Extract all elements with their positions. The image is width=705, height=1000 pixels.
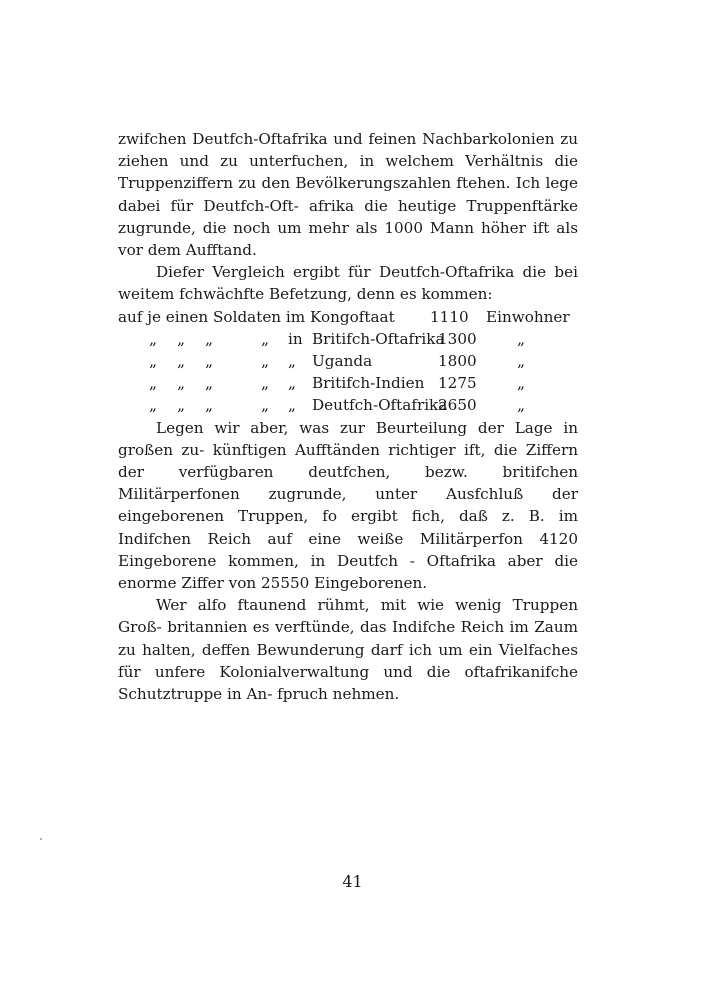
text-line: Kolonialverwaltung und die oftafrikanifche Schutztruppe in An- xyxy=(118,662,578,703)
text-line: zwifchen Deutfch-Oftafrika und feinen Nachbarkolonien zu ziehen xyxy=(118,130,578,171)
table-country: Britifch-Oftafrika xyxy=(312,329,445,348)
ditto-mark: „ xyxy=(205,329,213,348)
table-value: 1800 xyxy=(438,352,477,370)
text-line: und zu unterfuchen, in welchem Verhältnis die Truppenziffern zu xyxy=(118,152,579,193)
ditto-mark: „ xyxy=(517,329,525,348)
ditto-mark: „ xyxy=(261,374,269,393)
ditto-mark: „ xyxy=(149,396,157,415)
ditto-mark: „ xyxy=(177,352,185,370)
text-line: Diefer Vergleich ergibt für Deutfch-Oftafrika die bei weitem xyxy=(118,263,578,304)
paragraph-1 xyxy=(118,128,578,261)
table-prefix: in xyxy=(288,329,303,348)
table-prefix: „ xyxy=(288,374,296,393)
paragraph-4 xyxy=(118,594,578,705)
paragraph-2 xyxy=(118,261,578,305)
text-line: künftigen Aufftänden richtiger ift, die Ziffern der verfügbaren xyxy=(118,440,578,481)
ditto-mark: „ xyxy=(149,374,157,393)
table-row xyxy=(118,372,578,394)
table-value: 1110 xyxy=(430,307,469,326)
text-line: britannien es verftünde, das Indifche Reich im Zaum zu halten, xyxy=(118,618,578,659)
text-line: 25550 Eingeborenen. xyxy=(261,573,428,592)
ditto-mark: „ xyxy=(517,352,525,370)
ditto-mark: „ xyxy=(261,329,269,348)
table-prefix: „ xyxy=(288,352,296,370)
table-country: Deutfch-Oftafrika xyxy=(312,396,448,415)
text-line: Indifchen Reich auf eine weiße Militärperfon 4120 Eingeborene xyxy=(118,529,578,570)
population-table xyxy=(118,306,578,417)
text-line: fchwächfte Befetzung, denn es kommen: xyxy=(179,285,493,304)
text-line: Legen wir aber, was zur Beurteilung der Lage in großen zu- xyxy=(118,418,578,459)
table-row xyxy=(118,328,578,350)
table-country: Britifch-Indien xyxy=(312,374,425,393)
ditto-mark: „ xyxy=(261,396,269,415)
ditto-mark: „ xyxy=(149,329,157,348)
text-line: deffen Bewunderung darf ich um ein Vielfaches für unfere xyxy=(118,640,578,681)
ditto-mark: „ xyxy=(205,396,213,415)
text-line: Wer alfo ftaunend rühmt, mit wie wenig Truppen Groß- xyxy=(118,596,578,637)
text-line: den Bevölkerungszahlen ftehen. Ich lege dabei für Deutfch-Oft- xyxy=(118,174,579,215)
body-text xyxy=(118,128,578,705)
ditto-mark: „ xyxy=(177,329,185,348)
ditto-mark: „ xyxy=(205,352,213,370)
table-value: 2650 xyxy=(438,396,477,415)
text-line: fpruch nehmen. xyxy=(277,685,400,703)
text-line: deutfchen, bezw. britifchen Militärperfonen zugrunde, unter xyxy=(118,462,579,504)
ditto-mark: „ xyxy=(261,352,269,370)
table-unit: Einwohner xyxy=(486,307,570,326)
table-row-lead-text: auf je einen Soldaten im Kongoftaat xyxy=(118,307,395,326)
table-row-kongostaat xyxy=(118,306,578,328)
paragraph-3 xyxy=(118,417,578,595)
paper-speck xyxy=(40,838,42,840)
text-line: afrika die heutige Truppenftärke zugrunde, die noch um mehr als xyxy=(118,196,579,237)
table-country: Uganda xyxy=(312,352,373,370)
ditto-mark: „ xyxy=(177,396,185,415)
table-value: 1300 xyxy=(438,329,477,348)
ditto-mark: „ xyxy=(177,374,185,393)
table-row xyxy=(118,350,578,372)
table-prefix: „ xyxy=(288,396,296,415)
table-row xyxy=(118,394,578,416)
text-line: kommen, in Deutfch - Oftafrika aber die enorme Ziffer von xyxy=(118,551,579,592)
text-line: 1000 Mann höher ift als vor dem Aufftand. xyxy=(118,218,579,260)
text-line: Ausfchluß der eingeborenen Truppen, fo ergibt fich, daß z. B. im xyxy=(118,485,578,526)
ditto-mark: „ xyxy=(205,374,213,393)
page-number: 41 xyxy=(342,872,363,891)
ditto-mark: „ xyxy=(517,396,525,415)
ditto-mark: „ xyxy=(149,352,157,370)
ditto-mark: „ xyxy=(517,374,525,393)
table-value: 1275 xyxy=(438,374,477,393)
